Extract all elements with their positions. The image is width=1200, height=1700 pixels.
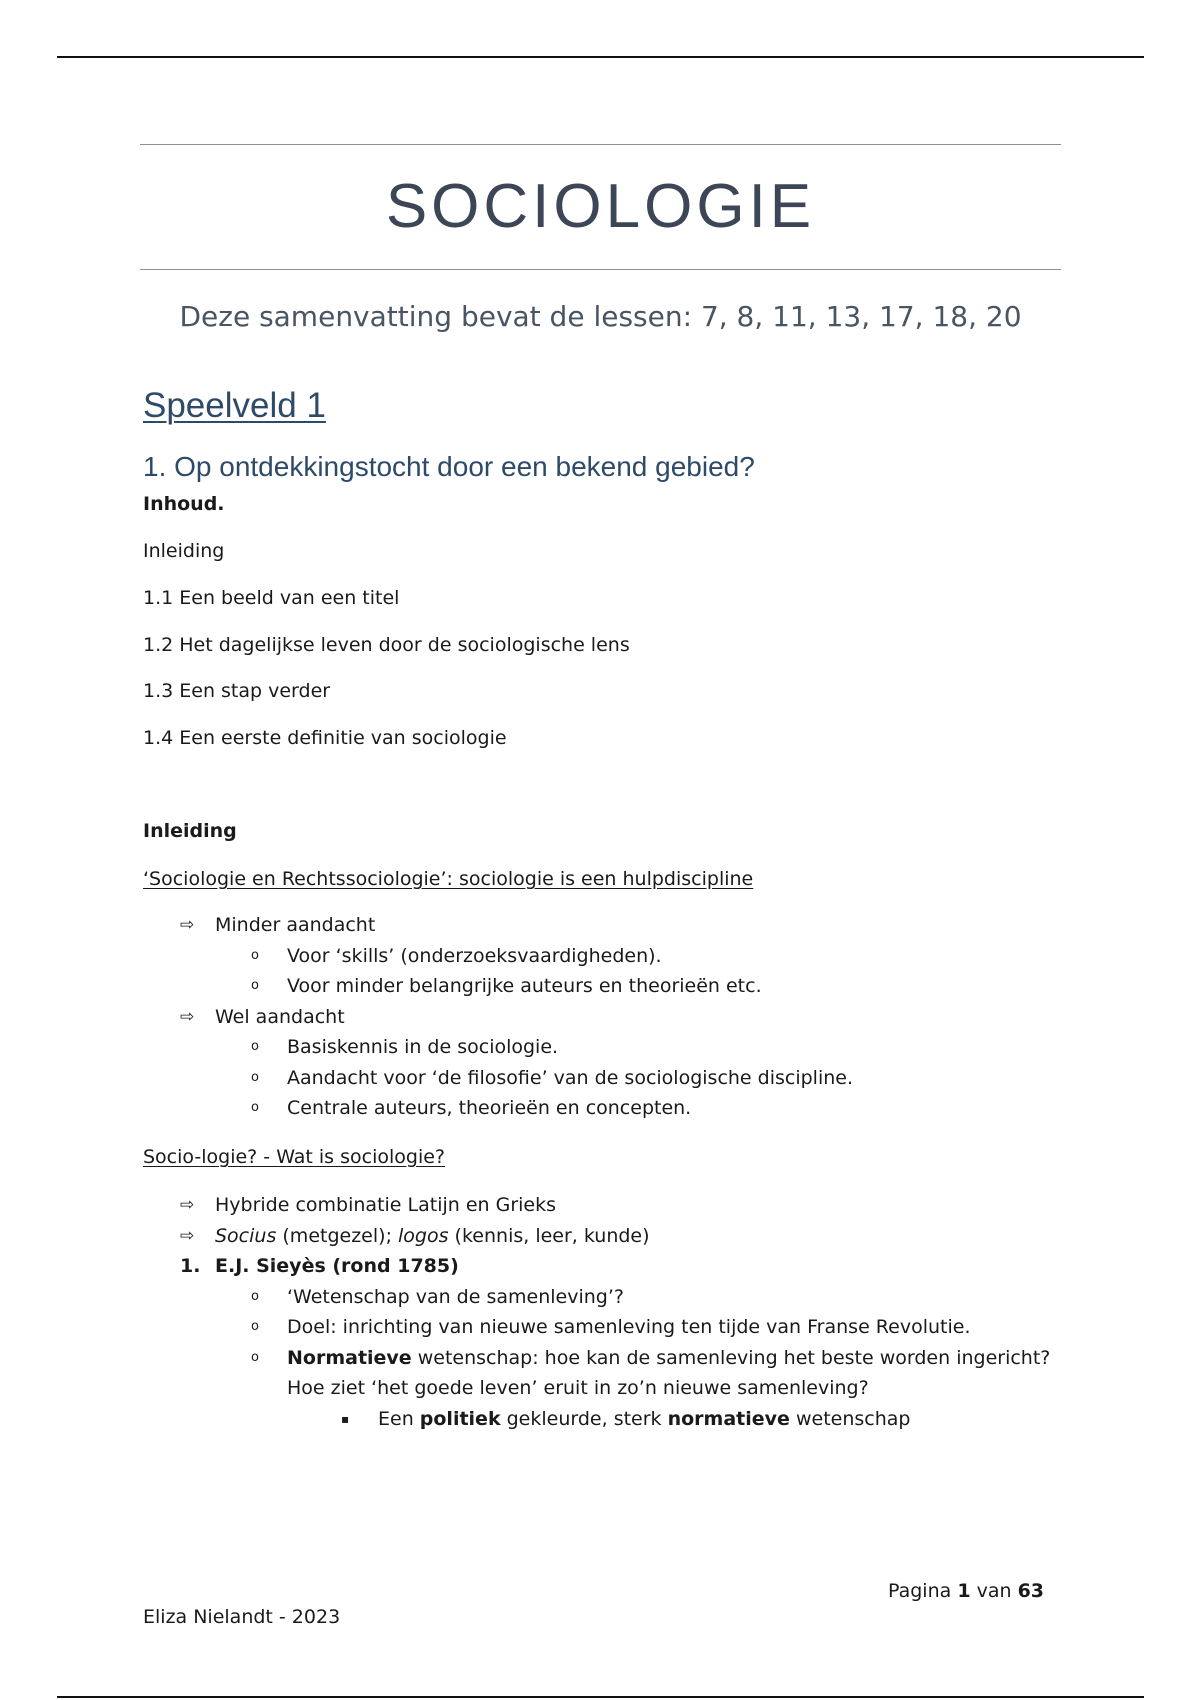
toc-item[interactable]: 1.2 Het dagelijkse leven door de sociologische lens <box>143 634 630 656</box>
list-item: o Basiskennis in de sociologie. <box>143 1032 853 1063</box>
list-item: o Voor minder belangrijke auteurs en theorieën etc. <box>143 971 853 1002</box>
square-bullet-icon: ▪ <box>341 1411 350 1426</box>
list-item: ⇨ Socius (metgezel); logos (kennis, leer, kunde) <box>143 1221 1067 1252</box>
title-rule-bottom <box>140 269 1061 270</box>
section-title: Inleiding <box>143 820 237 842</box>
title-block <box>140 144 1061 270</box>
circle-bullet-icon: o <box>251 1319 259 1334</box>
list-what-is <box>143 1190 1067 1434</box>
toc-title: Inhoud. <box>143 493 225 515</box>
list-number: 1. <box>180 1255 201 1277</box>
circle-bullet-icon: o <box>251 947 259 963</box>
numbered-item: 1. E.J. Sieyès (rond 1785) <box>143 1251 1067 1282</box>
subsection-title: ‘Sociologie en Rechtssociologie’: sociologie is een hulpdiscipline <box>143 868 754 890</box>
subtitle: Deze samenvatting bevat de lessen: 7, 8, 11, 13, 17, 18, 20 <box>179 300 1022 333</box>
bottom-rule <box>57 1696 1144 1698</box>
toc-item[interactable]: 1.1 Een beeld van een titel <box>143 587 400 609</box>
list-attention <box>143 910 853 1124</box>
list-item: ⇨ Wel aandacht <box>143 1002 853 1033</box>
document-title: SOCIOLOGIE <box>385 172 816 241</box>
top-rule <box>57 56 1144 58</box>
arrow-icon: ⇨ <box>180 1195 195 1215</box>
subsection-title: Socio-logie? - Wat is sociologie? <box>143 1146 446 1168</box>
arrow-icon: ⇨ <box>180 915 195 935</box>
toc-item[interactable]: 1.4 Een eerste definitie van sociologie <box>143 727 507 749</box>
toc-item[interactable]: Inleiding <box>143 540 225 562</box>
footer-author: Eliza Nielandt - 2023 <box>143 1606 341 1628</box>
list-item: o Doel: inrichting van nieuwe samenleving ten tijde van Franse Revolutie. <box>143 1312 1067 1343</box>
list-item: ⇨ Hybride combinatie Latijn en Grieks <box>143 1190 1067 1221</box>
list-item: o ‘Wetenschap van de samenleving’? <box>143 1282 1067 1313</box>
list-item: o Voor ‘skills’ (onderzoeksvaardigheden). <box>143 941 853 972</box>
circle-bullet-icon: o <box>251 1100 259 1115</box>
circle-bullet-icon: o <box>251 978 259 993</box>
list-item: ⇨ Minder aandacht <box>143 910 853 941</box>
list-item: o Aandacht voor ‘de filosofie’ van de sociologische discipline. <box>143 1063 853 1094</box>
heading-speelveld: Speelveld 1 <box>143 386 326 425</box>
circle-bullet-icon: o <box>251 1069 259 1085</box>
circle-bullet-icon: o <box>251 1288 259 1304</box>
page-number: Pagina 1 van 63 <box>888 1580 1045 1602</box>
list-item: o Centrale auteurs, theorieën en concepten. <box>143 1093 853 1124</box>
circle-bullet-icon: o <box>251 1349 259 1365</box>
arrow-icon: ⇨ <box>180 1006 195 1027</box>
heading-chapter: 1. Op ontdekkingstocht door een bekend gebied? <box>143 451 755 482</box>
list-item: o Normatieve wetenschap: hoe kan de samenleving het beste worden ingericht? Hoe ziet ‘het goede leven’ eruit in zo’n nieuwe samenleving? <box>143 1343 1067 1404</box>
arrow-icon: ⇨ <box>180 1225 195 1246</box>
toc-item[interactable]: 1.3 Een stap verder <box>143 680 331 702</box>
circle-bullet-icon: o <box>251 1039 259 1054</box>
list-item: ▪ Een politiek gekleurde, sterk normatieve wetenschap <box>143 1404 1067 1435</box>
